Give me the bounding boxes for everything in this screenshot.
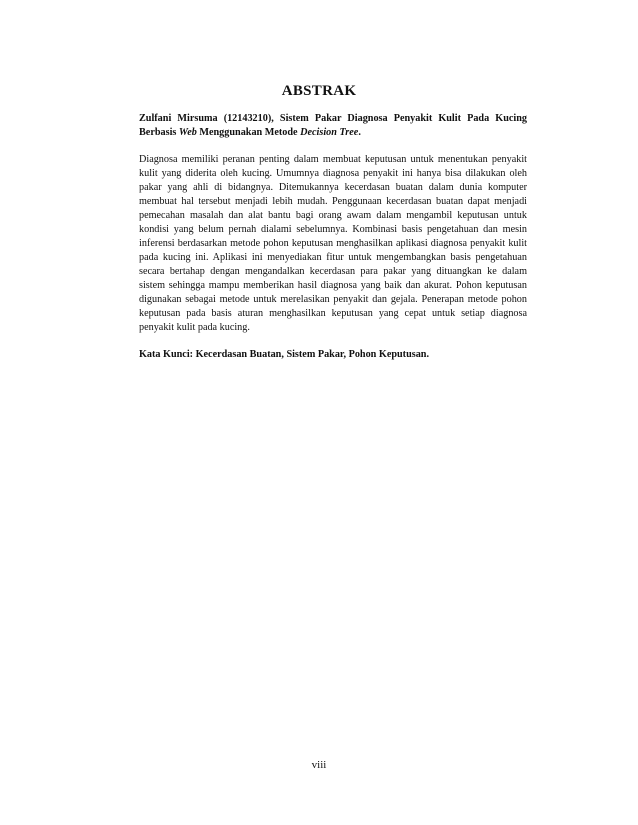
thesis-title-end: . [358, 127, 361, 138]
author-and-id: Zulfani Mirsuma (12143210), [139, 113, 274, 124]
abstract-content [139, 112, 527, 362]
keywords: Kata Kunci: Kecerdasan Buatan, Sistem Pakar, Pohon Keputusan. [139, 349, 429, 360]
page-number: viii [311, 759, 327, 771]
thesis-title-web: Web [178, 127, 197, 138]
page-title: ABSTRAK [281, 83, 357, 99]
thesis-title-part2: Menggunakan Metode [199, 127, 298, 138]
abstract-paragraph: Diagnosa memiliki peranan penting dalam membuat keputusan untuk menentukan penyakit kulit yang diderita oleh kucing. Umumnya diagnosa penyakit ini hanya bisa dilakukan oleh pakar yang ahli di bidangnya. Ditemukannya kecerdasan buatan dalam dunia komputer membuat hal tersebut menjadi lebih mudah. Penggunaan kecerdasan buatan dapat menjadi pemecahan masalah dan alat bantu bagi orang awam dalam mengambil keputusan untuk kondisi yang belum pernah dialami sebelumnya. Kombinasi basis pengetahuan dan mesin inferensi berdasarkan metode pohon keputusan menghasilkan aplikasi diagnosa penyakit kulit pada kucing ini. Aplikasi ini menyediakan fitur untuk mengembangkan basis pengetahuan secara bertahap dengan mengandalkan kecerdasan para pakar yang dituangkan ke dalam sistem sehingga mampu memberikan hasil diagnosa yang baik dan akurat. Pohon keputusan digunakan sebagai metode untuk merelasikan penyakit dan gejala. Penerapan metode pohon keputusan pada basis aturan menghasilkan keputusan yang cepat untuk setiap diagnosa penyakit kulit pada kucing. [139, 154, 527, 333]
thesis-title-part1: Sistem Pakar Diagnosa Penyakit Kulit Pada Kucing Berbasis [139, 113, 527, 138]
thesis-title-method: Decision Tree [300, 127, 359, 138]
citation-heading [139, 112, 527, 140]
